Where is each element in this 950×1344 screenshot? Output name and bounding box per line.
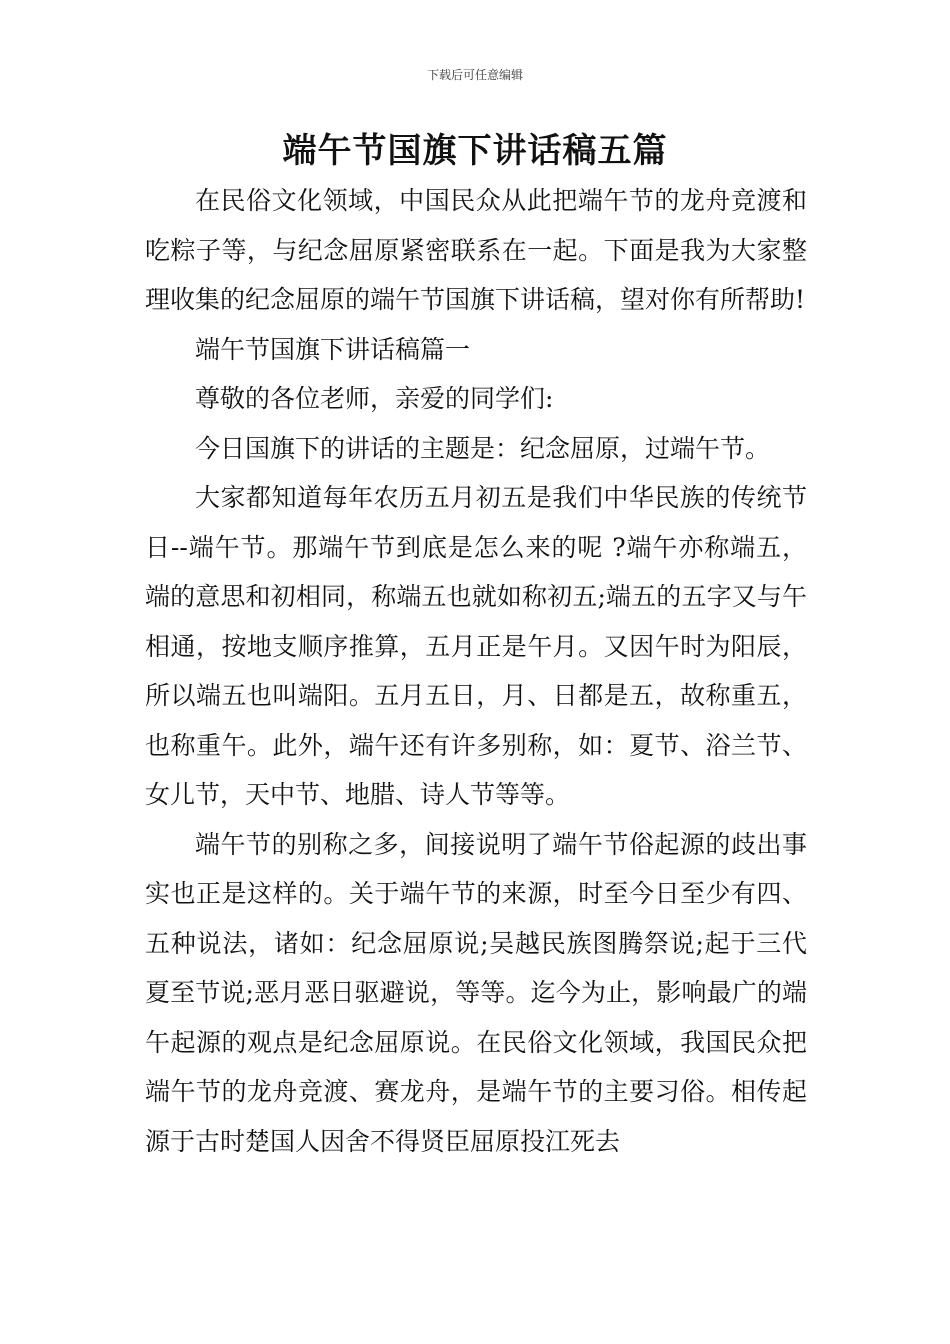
paragraph-topic: 今日国旗下的讲话的主题是：纪念屈原，过端午节。	[195, 433, 771, 463]
paragraph-origin-theories: 端午节的别称之多，间接说明了端午节俗起源的歧出事实也正是这样的。关于端午节的来源，时至今日至少有四、五种说法，诸如：纪念屈原说;吴越民族图腾祭说;起于三代夏至节说;恶月恶日驱避说，等等。迄今为止，影响最广的端午起源的观点是纪念屈原说。在民俗文化领域，我国民众把端午节的龙舟竞渡、赛龙舟，是端午节的主要习俗。相传起源于古时楚国人因舍不得贤臣屈原投江死去	[145, 829, 807, 1156]
paragraph-intro: 在民俗文化领域，中国民众从此把端午节的龙舟竞渡和吃粽子等，与纪念屈原紧密联系在一起。下面是我为大家整理收集的纪念屈原的端午节国旗下讲话稿，望对你有所帮助!	[145, 186, 807, 314]
header-note: 下载后可任意编辑	[426, 68, 523, 82]
paragraph-section-heading: 端午节国旗下讲话稿篇一	[195, 334, 471, 364]
document-title: 端午节国旗下讲话稿五篇	[282, 131, 668, 171]
paragraph-origin-names: 大家都知道每年农历五月初五是我们中华民族的传统节日--端午节。那端午节到底是怎么来的呢 ?端午亦称端五，端的意思和初相同，称端五也就如称初五;端五的五字又与午相通，按地支顺序推算，五月正是午月。又因午时为阳辰，所以端五也叫端阳。五月五日，月、日都是五，故称重五，也称重午。此外，端午还有许多别称，如：夏节、浴兰节、女儿节，天中节、地腊、诗人节等等。	[145, 483, 807, 809]
document-body	[145, 176, 807, 1166]
paragraph-salutation: 尊敬的各位老师，亲爱的同学们:	[195, 384, 554, 413]
